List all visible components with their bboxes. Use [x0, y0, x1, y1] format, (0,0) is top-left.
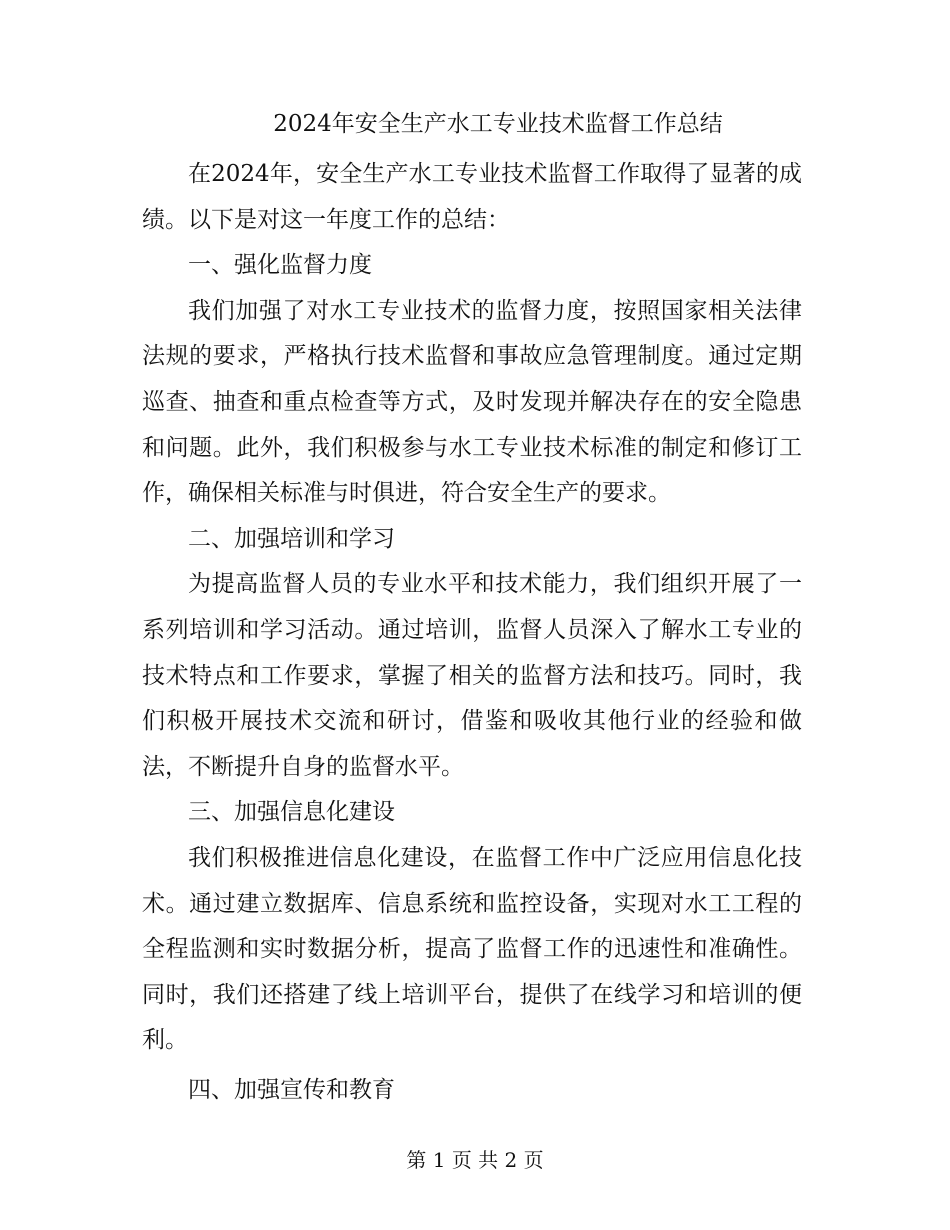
- section-heading-4: 四、加强宣传和教育: [188, 1076, 395, 1103]
- document-title: 2024年安全生产水工专业技术监督工作总结: [273, 111, 723, 137]
- document-body: [142, 152, 802, 1113]
- section-body-2: 为提高监督人员的专业水平和技术能力，我们组织开展了一系列培训和学习活动。通过培训，监督人员深入了解水工专业的技术特点和工作要求，掌握了相关的监督方法和技巧。同时，我们积极开展技术交流和研讨，借鉴和吸收其他行业的经验和做法，不断提升自身的监督水平。: [142, 571, 802, 780]
- intro-paragraph: 在2024年，安全生产水工专业技术监督工作取得了显著的成绩。以下是对这一年度工作的总结：: [142, 161, 802, 233]
- section-heading-2: 二、加强培训和学习: [188, 525, 395, 552]
- section-body-1: 我们加强了对水工专业技术的监督力度，按照国家相关法律法规的要求，严格执行技术监督和事故应急管理制度。通过定期巡查、抽查和重点检查等方式，及时发现并解决存在的安全隐患和问题。此外，我们积极参与水工专业技术标准的制定和修订工作，确保相关标准与时俱进，符合安全生产的要求。: [142, 297, 802, 507]
- section-heading-1: 一、强化监督力度: [188, 252, 372, 279]
- section-heading-3: 三、加强信息化建设: [188, 799, 395, 826]
- page-number: 第 1 页 共 2 页: [406, 1148, 544, 1172]
- section-body-3: 我们积极推进信息化建设，在监督工作中广泛应用信息化技术。通过建立数据库、信息系统和监控设备，实现对水工工程的全程监测和实时数据分析，提高了监督工作的迅速性和准确性。同时，我们还搭建了线上培训平台，提供了在线学习和培训的便利。: [142, 844, 802, 1054]
